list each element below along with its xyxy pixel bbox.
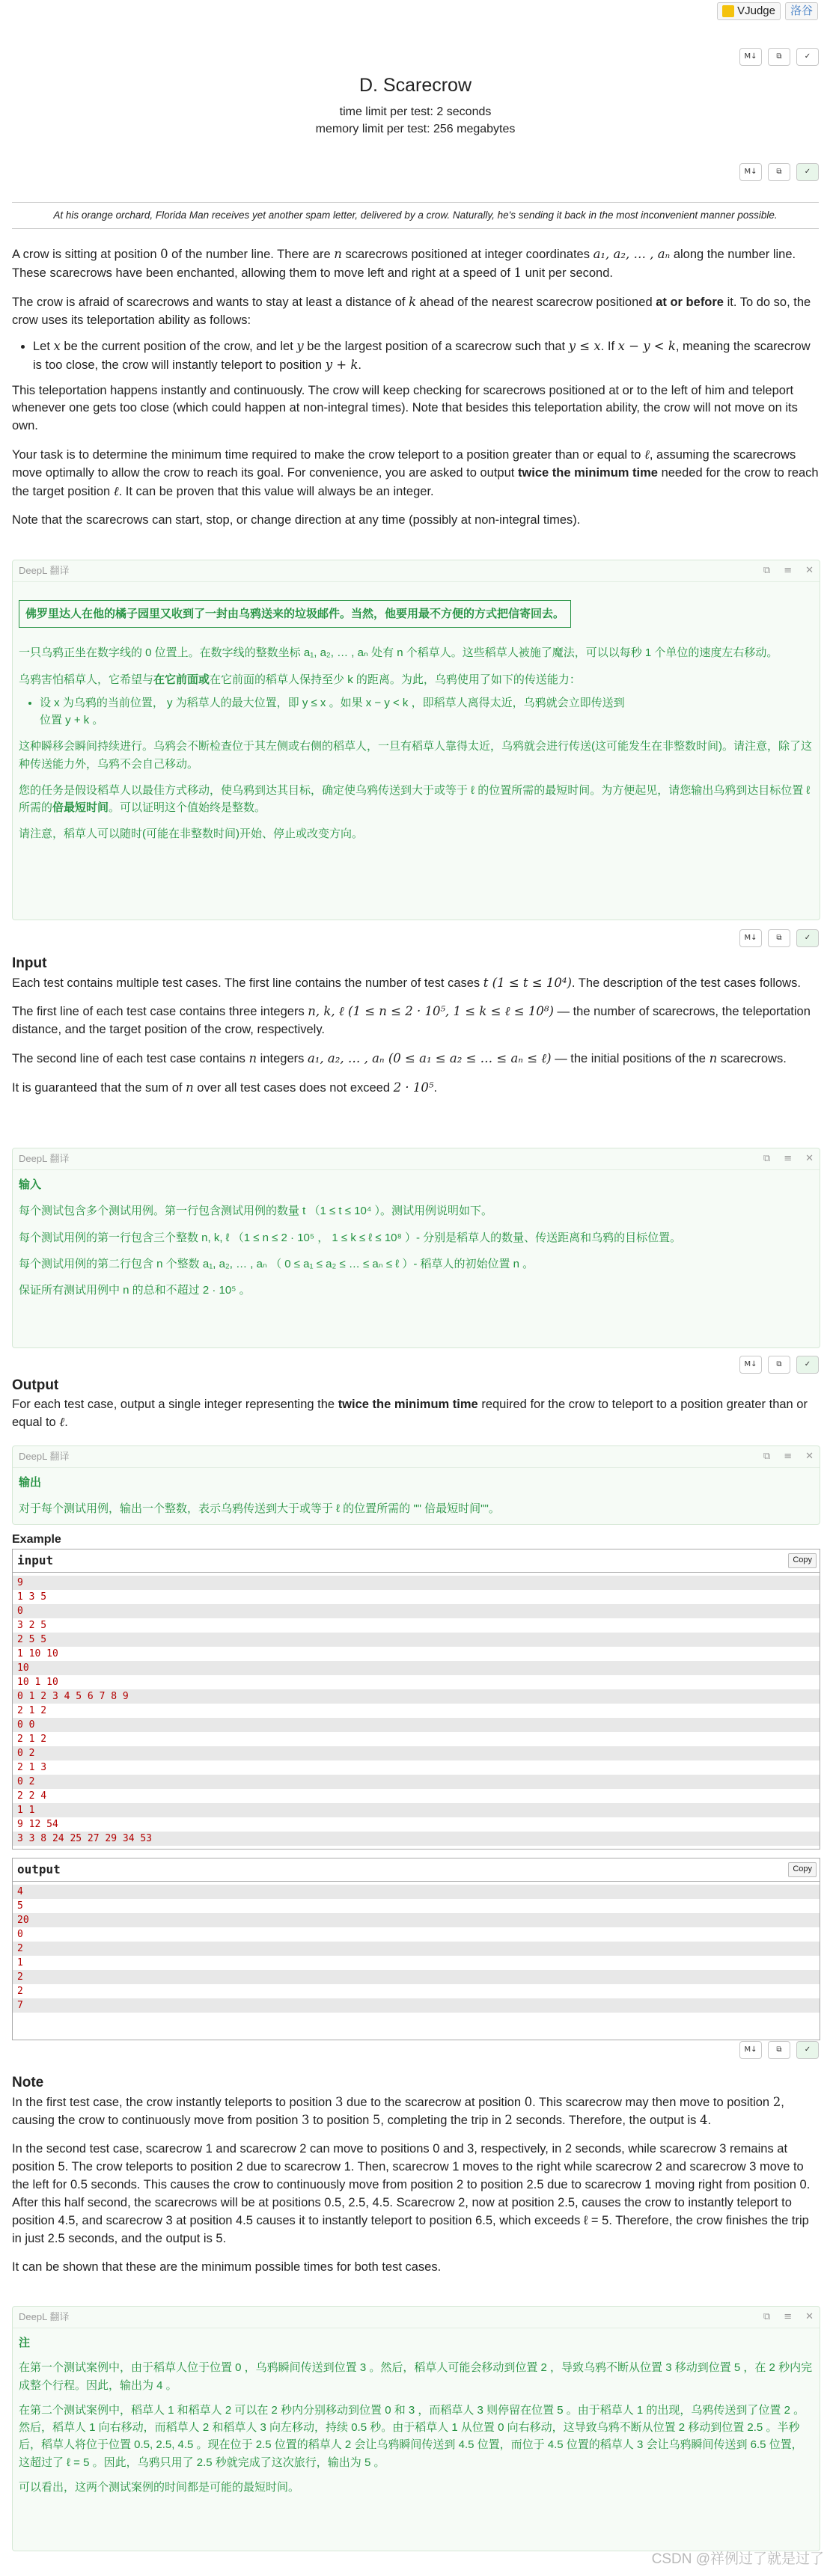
top-links: [717, 2, 818, 20]
luogu-link[interactable]: [785, 2, 818, 20]
watermark: CSDN @祥例过了就是过了: [651, 2551, 824, 2568]
input-p3: The second line of each test case contains n integers a₁, a₂, … , aₙ (0 ≤ a₁ ≤ a₂ ≤ … ≤ aₙ ≤ ℓ) — the initial positions of the n scarecrows.: [12, 1051, 787, 1066]
luogu-label: 洛谷: [790, 4, 813, 18]
note-title: Note: [12, 2075, 44, 2090]
copy-icon[interactable]: ⧉: [768, 2041, 790, 2059]
statement-p2: The crow is afraid of scarecrows and wants to stay at least a distance of k ahead of the nearest scarecrow positioned at or before it. To do so, the crow uses its teleportation ability as follows:: [12, 294, 811, 327]
example-input-line: 2 1 2: [17, 1734, 47, 1745]
translated-rule: • 设 x 为乌鸦的当前位置， y 为稻草人的最大位置，即 y ≤ x 。如果 x − y < k ，即稻草人离得太近，乌鸦就会立即传送到 位置 y + k 。: [40, 694, 814, 729]
tools-row-header: [12, 48, 819, 66]
tools-row-output: [12, 1356, 819, 1374]
example-output-label: output: [17, 1862, 61, 1877]
translated-input-p3: 每个测试用例的第二行包含 n 个整数 a₁, a₂, … , aₙ （ 0 ≤ a₁ ≤ a₂ ≤ … ≤ aₙ ≤ ℓ ）- 稻草人的初始位置 n 。: [19, 1257, 534, 1270]
markdown-button[interactable]: M↓: [739, 1356, 762, 1374]
example-input-lines: [13, 1573, 820, 1849]
deepl-header: [13, 1148, 820, 1170]
example-input-line: 1 10 10: [17, 1648, 58, 1659]
example-input-box: [12, 1549, 820, 1850]
statement-body: [12, 245, 819, 530]
output-title: Output: [12, 1377, 59, 1393]
menu-icon[interactable]: ≡: [784, 2310, 793, 2322]
note-p2: In the second test case, scarecrow 1 and scarecrow 2 can move to positions 0 and 3, respectively, in 2 seconds, while scarecrow 3 remains at position 5. The crow teleports to position 2 due to scarecrow 1. Then, scarecrow 1 moves to the right while scarecrow 2 and scarecrow 3 move to the left for 0.5 seconds. This causes the crow to continuously move from position 2 to position 2.5 due to scarecrow 1 moving right from position 0. After this half second, the scarecrows will be at positions 0.5, 2.5, 4.5. Scarecrow 2, now at position 2.5, causes the crow to instantly teleport to position 4.5, and scarecrow 3 at position 4.5 causes it to instantly teleport to position 6.5, which exceeds ℓ = 5. Therefore, the crow finishes the trip in just 2.5 seconds, and the output is 5.: [12, 2142, 811, 2245]
markdown-button[interactable]: M↓: [739, 163, 762, 181]
check-icon[interactable]: ✓: [796, 1356, 819, 1374]
statement-p1: A crow is sitting at position 0 of the number line. There are n scarecrows positioned at integer coordinates a₁, a₂, … , aₙ along the number line. These scarecrows have been enchanted, allowing them to move left and right at a speed of 1 unit per second.: [12, 247, 796, 280]
note-section: [12, 2072, 819, 2277]
deepl-translation-input: [12, 1148, 820, 1348]
close-icon[interactable]: ✕: [805, 1450, 814, 1462]
translated-note-p1: 在第一个测试案例中，由于稻草人位于位置 0 ，乌鸦瞬间传送到位置 3 。然后，稻草人可能会移动到位置 2 ，导致乌鸦不断从位置 3 移动到位置 5 ，在 2 秒内完成整个行程。因此，输出为 4 。: [19, 2361, 813, 2392]
menu-icon[interactable]: ≡: [784, 564, 793, 576]
translated-note-title: 注: [19, 2337, 31, 2349]
example-input-line: 10 1 10: [17, 1677, 58, 1688]
deepl-header: [13, 560, 820, 582]
copy-icon[interactable]: ⧉: [763, 2310, 771, 2322]
close-icon[interactable]: ✕: [805, 1152, 814, 1164]
problem-title: D. Scarecrow: [358, 75, 472, 96]
vjudge-logo-icon: [722, 5, 734, 17]
example-output-line: 4: [13, 1885, 820, 1899]
example-output-line: 0: [17, 1929, 23, 1940]
tools-row-input: [12, 929, 819, 947]
example-input-line: 0: [13, 1604, 820, 1618]
translated-input-p2: 每个测试用例的第一行包含三个整数 n, k, ℓ （1 ≤ n ≤ 2 · 10⁵ ， 1 ≤ k ≤ ℓ ≤ 10⁸ ）- 分别是稻草人的数量、传送距离和乌鸦的目标位置。: [19, 1231, 682, 1244]
copy-icon[interactable]: ⧉: [763, 1450, 771, 1462]
deepl-translation-note: [12, 2306, 820, 2551]
note-p1: In the first test case, the crow instantly teleports to position 3 due to the scarecrow at position 0. This scarecrow may then move to position 2, causing the crow to continuously move from position 3 to position 5, completing the trip in 2 seconds. Therefore, the output is 4.: [12, 2094, 784, 2128]
example-input-line: 0 2: [13, 1775, 820, 1789]
deepl-label: DeepL 翻译: [19, 564, 70, 576]
copy-icon[interactable]: ⧉: [768, 1356, 790, 1374]
example-input-line: 0 2: [13, 1746, 820, 1760]
copy-icon[interactable]: ⧉: [768, 48, 790, 66]
check-icon[interactable]: ✓: [796, 163, 819, 181]
translated-note-p2: 在第二个测试案例中，稻草人 1 和稻草人 2 可以在 2 秒内分别移动到位置 0 和 3 ，而稻草人 3 则停留在位置 5 。由于稻草人 1 的出现，乌鸦传送到了位置 2 。然后，稻草人 1 向右移动，而稻草人 2 和稻草人 3 向左移动，持续 0.5 秒。由于稻草人 1 从位置 0 向右移动，这导致乌鸦不断从位置 2 移动到位置 2.5 。半秒后，稻草人将位于位置 0.5, 2.5, 4.5 。现在位于 2.5 位置的稻草人 2 会让乌鸦瞬间传送到 4.5 位置，而位于 4.5 位置的稻草人 3 会让乌鸦瞬间传送到 6.5 位置，这超过了 ℓ = 5 。因此，乌鸦只用了 2.5 秒就完成了这次旅行，输出为 5 。: [19, 2403, 805, 2469]
markdown-button[interactable]: M↓: [739, 2041, 762, 2059]
example-input-line: 10: [13, 1661, 820, 1675]
deepl-header: [13, 1446, 820, 1468]
vjudge-label: VJudge: [737, 4, 775, 18]
translated-p3: 这种瞬移会瞬间持续进行。乌鸦会不断检查位于其左侧或右侧的稻草人，一旦有稻草人靠得太近，乌鸦就会进行传送(这可能发生在非整数时间)。请注意，除了这种传送能力外，乌鸦不会自己移动。: [19, 740, 812, 771]
input-section: [12, 953, 819, 1098]
example-input-line: 2 1 3: [17, 1762, 47, 1773]
example-output-box: [12, 1858, 820, 2040]
copy-icon[interactable]: ⧉: [768, 163, 790, 181]
statement-p4: Your task is to determine the minimum time required to make the crow teleport to a position greater than or equal to ℓ, assuming the scarecrows move optimally to allow the crow to reach its goal. For convenience, you are asked to output twice the minimum time needed for the crow to reach the target position ℓ. It can be proven that this value will always be an integer.: [12, 447, 819, 499]
example-section: [12, 1531, 819, 1548]
example-input-label: input: [17, 1553, 54, 1568]
teleport-rule: • Let x be the current position of the crow, and let y be the largest position of a scarecrow such that y ≤ x. If x − y < k, meaning the scarecrow is too close, the crow will instantly teleport to position y + k.: [33, 337, 819, 375]
copy-icon[interactable]: ⧉: [763, 1152, 771, 1164]
example-input-line: 1 3 5: [17, 1591, 47, 1603]
deepl-label: DeepL 翻译: [19, 1450, 70, 1462]
legend-text: At his orange orchard, Florida Man receives yet another spam letter, delivered by a crow. Naturally, he's sending it back in the most inconvenient manner possible.: [12, 202, 819, 229]
copy-output-button[interactable]: Copy: [788, 1862, 817, 1877]
memory-limit: memory limit per test: 256 megabytes: [315, 123, 516, 136]
example-input-line: 2 1 2: [17, 1705, 47, 1716]
check-icon[interactable]: ✓: [796, 2041, 819, 2059]
statement-p3: This teleportation happens instantly and continuously. The crow will keep checking for scarecrows positioned at or to the left of him and teleport whenever one gets too close (which could happen at non-integral times). Note that besides this teleportation ability, the crow will not move on its own.: [12, 383, 798, 433]
example-output-line: 5: [17, 1900, 23, 1912]
output-p1: For each test case, output a single integer representing the twice the minimum time required for the crow to teleport to a position greater than or equal to ℓ.: [12, 1397, 808, 1430]
translated-input-title: 输入: [19, 1178, 42, 1191]
translated-p1: 一只乌鸦正坐在数字线的 0 位置上。在数字线的整数坐标 a₁, a₂, … , aₙ 处有 n 个稻草人。这些稻草人被施了魔法，可以以每秒 1 个单位的速度左右移动。: [19, 646, 778, 660]
example-output-line: 2: [13, 1970, 820, 1984]
example-input-line: 0 1 2 3 4 5 6 7 8 9: [13, 1689, 820, 1704]
example-input-line: 9 12 54: [17, 1819, 58, 1830]
menu-icon[interactable]: ≡: [784, 1152, 793, 1164]
translated-note-p3: 可以看出，这两个测试案例的时间都是可能的最短时间。: [19, 2480, 300, 2494]
deepl-header: [13, 2307, 820, 2328]
translated-output-title: 输出: [19, 1476, 42, 1489]
example-title: Example: [12, 1533, 61, 1546]
translated-legend: 佛罗里达人在他的橘子园里又收到了一封由乌鸦送来的垃圾邮件。当然，他要用最不方便的方式把信寄回去。: [19, 600, 571, 628]
markdown-button[interactable]: M↓: [739, 929, 762, 947]
copy-icon[interactable]: ⧉: [763, 564, 771, 576]
translated-p5: 请注意，稻草人可以随时(可能在非整数时间)开始、停止或改变方向。: [19, 827, 363, 841]
tools-row-legend: [12, 163, 819, 181]
input-title: Input: [12, 955, 47, 971]
input-p2: The first line of each test case contains three integers n, k, ℓ (1 ≤ n ≤ 2 · 10⁵, 1 ≤ k ≤ ℓ ≤ 10⁸) — the number of scarecrows, the teleportation distance, and the target position of the crow, respectively.: [12, 1004, 811, 1037]
statement-p5: Note that the scarecrows can start, stop, or change direction at any time (possibly at non-integral times).: [12, 513, 581, 527]
example-output-line: 1: [17, 1957, 23, 1968]
note-p3: It can be shown that these are the minimum possible times for both test cases.: [12, 2260, 442, 2274]
time-limit: time limit per test: 2 seconds: [339, 105, 492, 119]
deepl-label: DeepL 翻译: [19, 1152, 70, 1164]
menu-icon[interactable]: ≡: [784, 1450, 793, 1462]
teleport-rule-list: [12, 337, 819, 375]
example-input-line: 9: [13, 1576, 820, 1590]
example-output-line: 2: [17, 1986, 23, 1997]
deepl-translation-output: [12, 1445, 820, 1525]
example-input-line: 2 5 5: [13, 1633, 820, 1647]
translated-rule-list: [19, 694, 814, 729]
close-icon[interactable]: ✕: [805, 564, 814, 576]
check-icon[interactable]: ✓: [796, 929, 819, 947]
translated-p2: 乌鸦害怕稻草人，它希望与在它前面或在它前面的稻草人保持至少 k 的距离。为此，乌鸦使用了如下的传送能力：: [19, 673, 581, 686]
check-icon[interactable]: ✓: [796, 48, 819, 66]
example-input-line: 3 3 8 24 25 27 29 34 53: [13, 1832, 820, 1846]
translated-p4: 您的任务是假设稻草人以最佳方式移动，使乌鸦到达其目标，确定使乌鸦传送到大于或等于 ℓ 的位置所需的最短时间。为方便起见，请您输出乌鸦到达目标位置 ℓ 所需的倍最短时间。可以证明这个值始终是整数。: [19, 783, 811, 814]
example-output-line: 7: [13, 1998, 820, 2013]
deepl-translation-statement: [12, 560, 820, 920]
copy-input-button[interactable]: Copy: [788, 1553, 817, 1568]
translated-input-p4: 保证所有测试用例中 n 的总和不超过 2 · 10⁵ 。: [19, 1284, 251, 1297]
example-input-line: 2 2 4: [17, 1790, 47, 1802]
example-input-line: 3 2 5: [17, 1620, 47, 1631]
example-output-lines: [13, 1882, 820, 2040]
copy-icon[interactable]: ⧉: [768, 929, 790, 947]
example-input-line: 0 0: [13, 1718, 820, 1732]
output-section: [12, 1375, 819, 1432]
input-p1: Each test contains multiple test cases. The first line contains the number of test cases t (1 ≤ t ≤ 10⁴). The description of the test cases follows.: [12, 975, 801, 990]
example-output-line: 2: [13, 1942, 820, 1956]
problem-header: [12, 72, 819, 138]
translated-output-p1: 对于每个测试用例，输出一个整数，表示乌鸦传送到大于或等于 ℓ 的位置所需的 "" 倍最短时间""。: [19, 1502, 500, 1516]
example-input-line: 1 1: [13, 1803, 820, 1817]
deepl-label: DeepL 翻译: [19, 2310, 70, 2322]
input-p4: It is guaranteed that the sum of n over all test cases does not exceed 2 · 10⁵.: [12, 1080, 438, 1095]
example-output-line: 20: [13, 1913, 820, 1927]
translated-input-p1: 每个测试包含多个测试用例。第一行包含测试用例的数量 t （1 ≤ t ≤ 10⁴ ）。测试用例说明如下。: [19, 1205, 492, 1218]
markdown-button[interactable]: M↓: [739, 48, 762, 66]
vjudge-link[interactable]: [717, 2, 781, 20]
tools-row-note: [12, 2041, 819, 2059]
close-icon[interactable]: ✕: [805, 2310, 814, 2322]
